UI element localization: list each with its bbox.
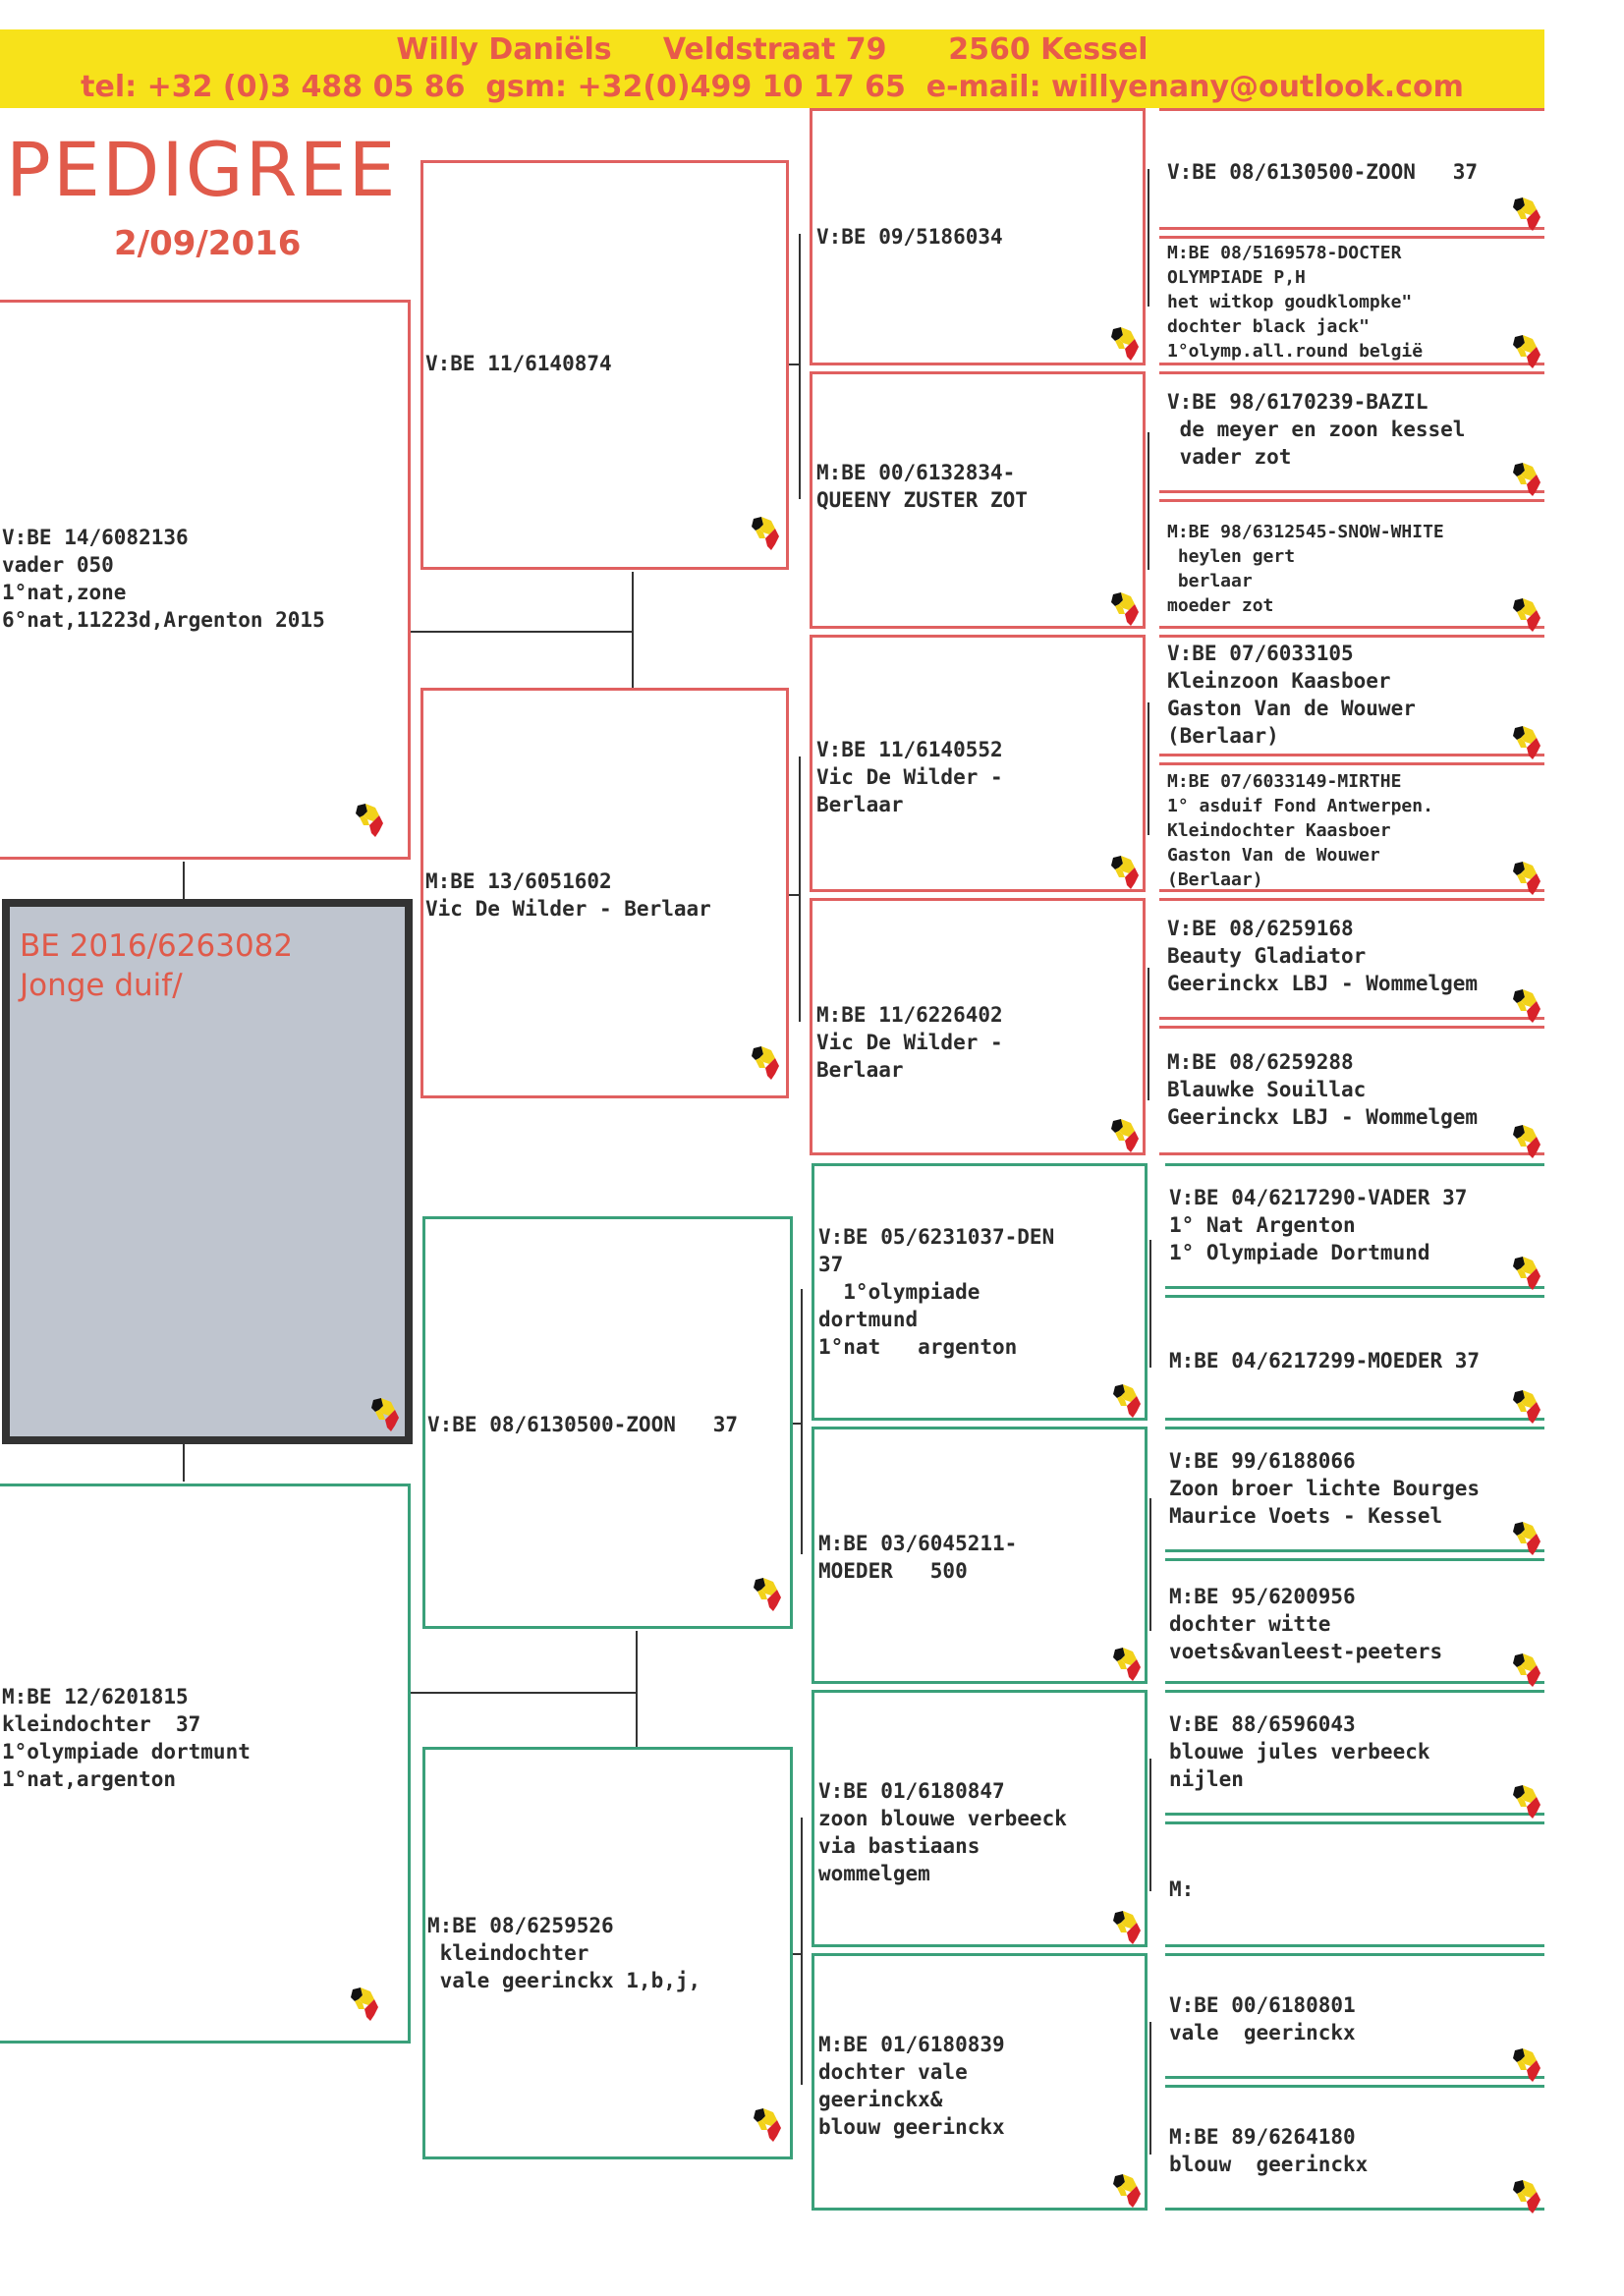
breeder-address: Willy Daniëls Veldstraat 79 2560 Kessel: [396, 32, 1148, 67]
grandparent-card: [422, 1747, 793, 2159]
gg-grandparent-card: [1159, 635, 1544, 756]
gg-grandparent-card: [1159, 499, 1544, 629]
belgium-flag-icon: [1511, 197, 1540, 231]
connector-line: [801, 1289, 803, 1554]
belgium-flag-icon: [750, 517, 779, 550]
gg-grandparent-card: [1159, 1026, 1544, 1155]
connector-line: [411, 1692, 637, 1694]
gg-grandparent-text: M:BE 04/6217299-MOEDER 37: [1169, 1349, 1481, 1372]
connector-line: [1148, 432, 1149, 570]
connector-line: [789, 364, 799, 365]
gg-grandparent-text: V:BE 88/6596043 blouwe jules verbeeck nijlen: [1169, 1712, 1430, 1791]
gg-grandparent-text: V:BE 04/6217290-VADER 37 1° Nat Argenton 1° Olympiade Dortmund: [1169, 1186, 1468, 1264]
great-grandparent-text: M:BE 00/6132834- QUEENY ZUSTER ZOT: [816, 461, 1028, 512]
gg-grandparent-card: [1165, 1295, 1544, 1421]
belgium-flag-icon: [1109, 1119, 1139, 1152]
gg-grandparent-text: M:BE 98/6312545-SNOW-WHITE heylen gert berlaar moeder zot: [1167, 522, 1444, 616]
grandparent-text: M:BE 08/6259526 kleindochter vale geerinckx 1,b,j,: [427, 1914, 701, 1992]
gg-grandparent-card: [1165, 1427, 1544, 1552]
subject-pigeon-card: [2, 899, 413, 1444]
gg-grandparent-text: M:BE 95/6200956 dochter witte voets&vanleest-peeters: [1169, 1585, 1443, 1663]
gg-grandparent-text: V:BE 98/6170239-BAZIL de meyer en zoon kessel vader zot: [1167, 390, 1466, 469]
connector-line: [1149, 1240, 1151, 1368]
gg-grandparent-card: [1159, 762, 1544, 892]
gg-grandparent-card: [1159, 236, 1544, 365]
connector-line: [1149, 1498, 1151, 1631]
great-grandparent-card: [810, 108, 1146, 365]
gg-grandparent-text: V:BE 08/6259168 Beauty Gladiator Geerinckx LBJ - Wommelgem: [1167, 917, 1479, 995]
connector-line: [1148, 169, 1149, 307]
gg-grandparent-card: [1165, 1953, 1544, 2079]
belgium-flag-icon: [369, 1398, 399, 1431]
mother-card: [0, 1484, 411, 2044]
gg-grandparent-text: M:BE 07/6033149-MIRTHE 1° asduif Fond Antwerpen. Kleindochter Kaasboer Gaston Van de Wouwer (Berlaar): [1167, 771, 1433, 890]
connector-line: [801, 1818, 803, 2085]
belgium-flag-icon: [1511, 1257, 1540, 1290]
pedigree-date: 2/09/2016: [114, 224, 302, 263]
belgium-flag-icon: [1111, 1384, 1141, 1418]
contact-header: [0, 29, 1544, 108]
gg-grandparent-text: V:BE 99/6188066 Zoon broer lichte Bourges Maurice Voets - Kessel: [1169, 1449, 1481, 1528]
belgium-flag-icon: [354, 804, 383, 837]
belgium-flag-icon: [752, 1578, 781, 1611]
gg-grandparent-text: V:BE 07/6033105 Kleinzoon Kaasboer Gaston Van de Wouwer (Berlaar): [1167, 642, 1416, 748]
gg-grandparent-card: [1165, 1163, 1544, 1289]
great-grandparent-card: [812, 1427, 1148, 1684]
belgium-flag-icon: [1109, 856, 1139, 889]
belgium-flag-icon: [1511, 1125, 1540, 1158]
great-grandparent-text: M:BE 11/6226402 Vic De Wilder - Berlaar: [816, 1003, 1003, 1082]
belgium-flag-icon: [1511, 335, 1540, 368]
great-grandparent-card: [812, 1953, 1148, 2211]
belgium-flag-icon: [1511, 862, 1540, 895]
great-grandparent-card: [810, 898, 1146, 1155]
connector-line: [183, 862, 185, 899]
gg-grandparent-card: [1159, 108, 1544, 230]
belgium-flag-icon: [1511, 2048, 1540, 2082]
great-grandparent-text: M:BE 01/6180839 dochter vale geerinckx& blouw geerinckx: [818, 2033, 1005, 2139]
connector-line: [1149, 1759, 1151, 1891]
belgium-flag-icon: [1111, 1648, 1141, 1681]
belgium-flag-icon: [1511, 1785, 1540, 1819]
belgium-flag-icon: [1109, 592, 1139, 626]
gg-grandparent-card: [1165, 2085, 1544, 2211]
connector-line: [1148, 968, 1149, 1100]
great-grandparent-text: V:BE 01/6180847 zoon blouwe verbeeck via bastiaans wommelgem: [818, 1779, 1067, 1885]
belgium-flag-icon: [750, 1046, 779, 1080]
belgium-flag-icon: [1511, 1390, 1540, 1424]
connector-line: [793, 1953, 801, 1955]
grandparent-card: [420, 688, 789, 1098]
grandparent-text: V:BE 11/6140874: [425, 352, 612, 375]
connector-line: [799, 756, 801, 1022]
father-card: [0, 300, 411, 860]
belgium-flag-icon: [1511, 989, 1540, 1023]
belgium-flag-icon: [1511, 598, 1540, 632]
connector-line: [789, 894, 799, 896]
gg-grandparent-card: [1159, 371, 1544, 493]
grandparent-text: V:BE 08/6130500-ZOON 37: [427, 1413, 739, 1436]
page-title: PEDIGREE: [6, 126, 398, 213]
great-grandparent-text: V:BE 05/6231037-DEN 37 1°olympiade dortmund 1°nat argenton: [818, 1225, 1055, 1359]
gg-grandparent-text: V:BE 00/6180801 vale geerinckx: [1169, 1993, 1356, 2044]
belgium-flag-icon: [1511, 2180, 1540, 2213]
mother-text: M:BE 12/6201815 kleindochter 37 1°olympiade dortmunt 1°nat,argenton: [2, 1685, 251, 1791]
belgium-flag-icon: [1511, 1653, 1540, 1687]
gg-grandparent-text: M:: [1169, 1877, 1195, 1901]
gg-grandparent-text: M:BE 08/6259288 Blauwke Souillac Geerinckx LBJ - Wommelgem: [1167, 1050, 1479, 1129]
gg-grandparent-card: [1165, 1821, 1544, 1947]
great-grandparent-card: [810, 635, 1146, 892]
belgium-flag-icon: [752, 2108, 781, 2142]
great-grandparent-text: V:BE 09/5186034: [816, 225, 1003, 249]
belgium-flag-icon: [1511, 726, 1540, 759]
grandparent-card: [422, 1216, 793, 1629]
great-grandparent-text: M:BE 03/6045211- MOEDER 500: [818, 1532, 1018, 1583]
belgium-flag-icon: [1511, 463, 1540, 496]
breeder-contact: tel: +32 (0)3 488 05 86 gsm: +32(0)499 10 17 65 e-mail: willyenany@outlook.com: [81, 70, 1464, 104]
gg-grandparent-text: M:BE 08/5169578-DOCTER OLYMPIADE P,H het witkop goudklompke" dochter black jack" 1°olymp.all.round belgië: [1167, 243, 1424, 362]
connector-line: [411, 631, 633, 633]
gg-grandparent-card: [1165, 1690, 1544, 1816]
gg-grandparent-text: M:BE 89/6264180 blouw geerinckx: [1169, 2125, 1369, 2176]
father-text: V:BE 14/6082136 vader 050 1°nat,zone 6°nat,11223d,Argenton 2015: [2, 526, 325, 632]
grandparent-text: M:BE 13/6051602 Vic De Wilder - Berlaar: [425, 869, 711, 921]
gg-grandparent-text: V:BE 08/6130500-ZOON 37: [1167, 160, 1479, 184]
subject-ring-number: BE 2016/6263082: [20, 928, 294, 964]
belgium-flag-icon: [349, 1988, 378, 2021]
gg-grandparent-card: [1159, 898, 1544, 1020]
connector-line: [636, 1631, 638, 1747]
great-grandparent-card: [812, 1690, 1148, 1947]
connector-line: [183, 1444, 185, 1482]
connector-line: [1149, 2022, 1151, 2155]
connector-line: [632, 572, 634, 688]
gg-grandparent-card: [1165, 1558, 1544, 1684]
connector-line: [793, 1423, 801, 1425]
great-grandparent-card: [812, 1163, 1148, 1421]
belgium-flag-icon: [1111, 1911, 1141, 1944]
subject-name: Jonge duif/: [20, 968, 183, 1003]
belgium-flag-icon: [1511, 1522, 1540, 1555]
connector-line: [1148, 702, 1149, 835]
great-grandparent-text: V:BE 11/6140552 Vic De Wilder - Berlaar: [816, 738, 1003, 816]
belgium-flag-icon: [1109, 327, 1139, 361]
belgium-flag-icon: [1111, 2174, 1141, 2208]
great-grandparent-card: [810, 371, 1146, 629]
grandparent-card: [420, 160, 789, 570]
connector-line: [799, 234, 801, 499]
